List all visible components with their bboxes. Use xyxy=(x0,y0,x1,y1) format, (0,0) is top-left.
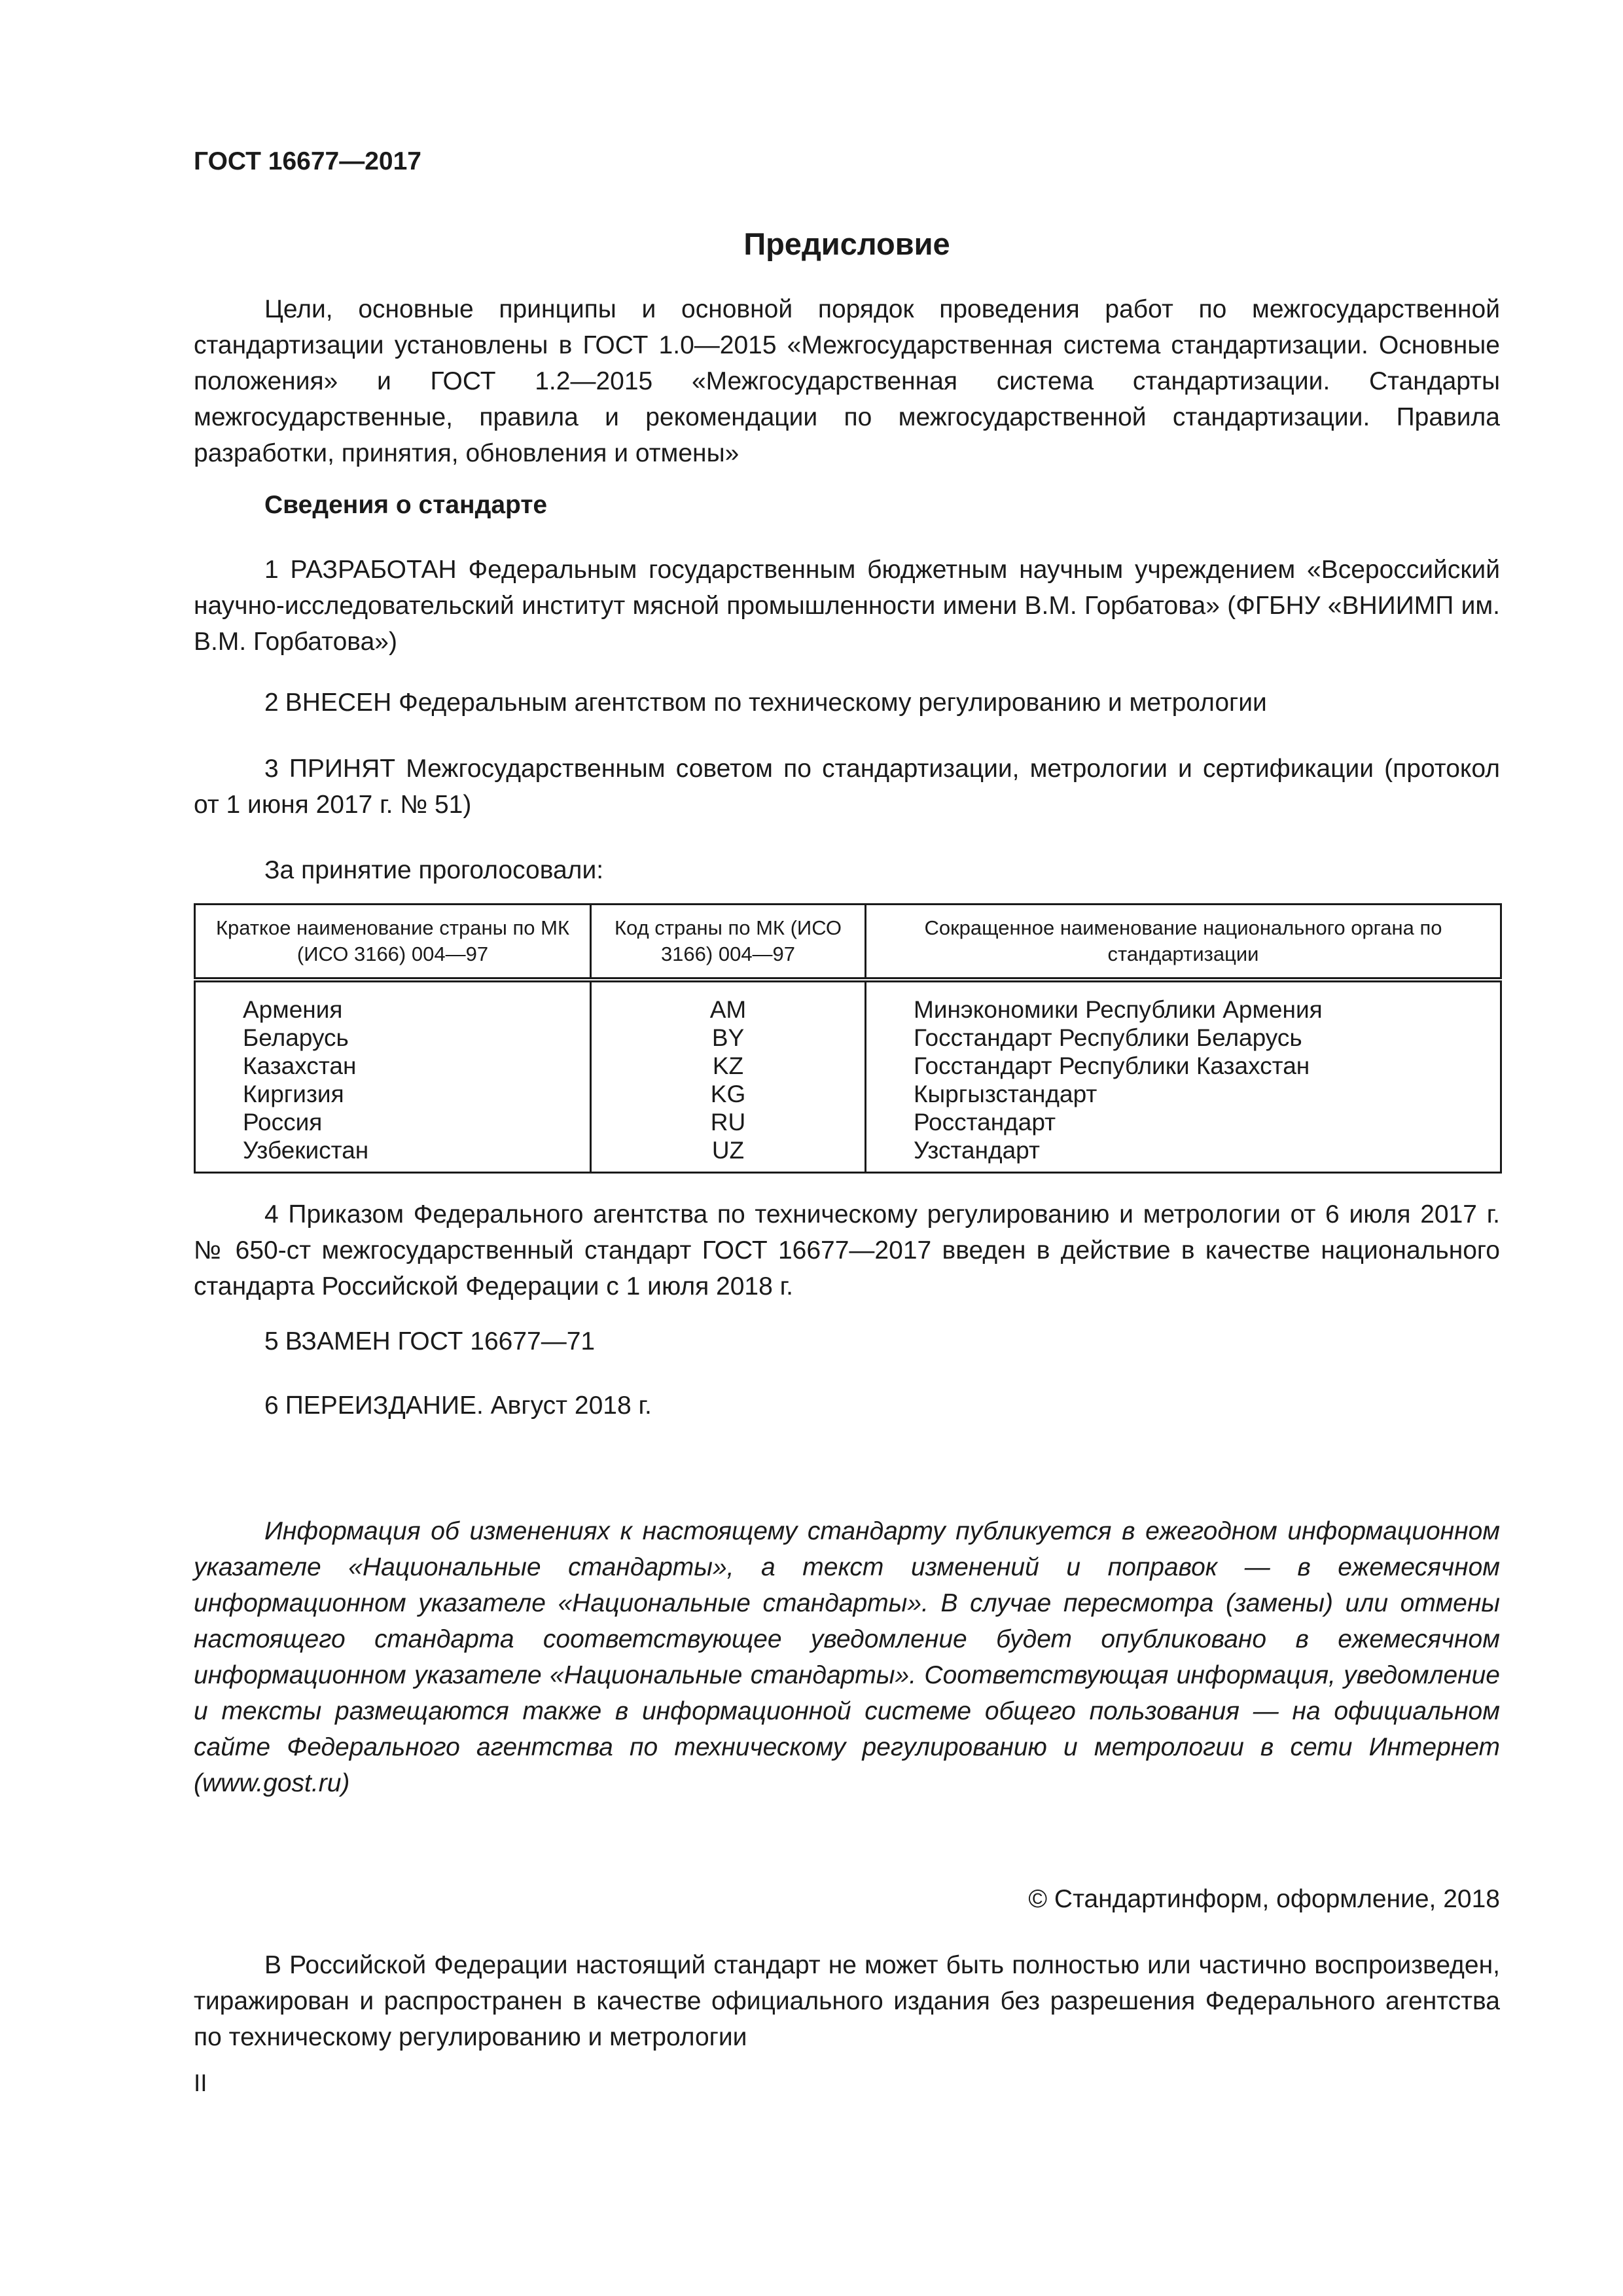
table-cell-country: Киргизия xyxy=(243,1081,344,1107)
table-cell-org: Минэкономики Республики Армения xyxy=(914,996,1323,1023)
country-column xyxy=(195,980,591,1173)
intro-block xyxy=(194,291,1500,471)
page-number: II xyxy=(194,2070,207,2096)
header-code: Код страны по МК (ИСО 3166) 004—97 xyxy=(591,905,866,980)
table-body-row xyxy=(195,980,1501,1173)
table-cell-code: BY xyxy=(711,1024,745,1051)
item-adopted-block xyxy=(194,751,1500,823)
table-cell-country: Узбекистан xyxy=(243,1137,369,1164)
section-title: Сведения о стандарте xyxy=(264,491,548,519)
table-cell-org: Узстандарт xyxy=(914,1137,1040,1164)
table-cell-country: Армения xyxy=(243,996,343,1023)
header-country: Краткое наименование страны по МК (ИСО 3166) 004—97 xyxy=(195,905,591,980)
table-cell-org: Госстандарт Республики Казахстан xyxy=(914,1052,1310,1079)
notice-paragraph: Информация об изменениях к настоящему стандарту публикуется в ежегодном информационном указателе «Национальные стандарты», а текст изменений и поправок — в ежемесячном информационном указателе «Национальные стандарты». В случае пересмотра (замены) или отмены настоящего стандарта соответствующее уведомление будет опубликовано в ежемесячном информационном указателе «Национальные стандарты». Соответствующая информация, уведомление и тексты размещаются также в информационной системе общего пользования — на официальном сайте Федерального агентства по техническому регулированию и метрологии в сети Интернет (www.gost.ru) xyxy=(194,1517,1500,1797)
item-adopted: 3 ПРИНЯТ Межгосударственным советом по стандартизации, метрологии и сертификации (протокол от 1 июня 2017 г. № 51) xyxy=(194,755,1500,819)
item-replaces-text: ВЗАМЕН ГОСТ 16677—71 xyxy=(285,1327,596,1355)
intro-paragraph: Цели, основные принципы и основной порядок проведения работ по межгосударственной стандартизации установлены в ГОСТ 1.0—2015 «Межгосударственная система стандартизации. Основные положения» и ГОСТ 1.2—2015 «Межгосударственная система стандартизации. Стандарты межгосударственные, правила и рекомендации по межгосударственной стандартизации. Правила разработки, принятия, обновления и отмены» xyxy=(194,295,1500,467)
table-cell-code: KZ xyxy=(712,1052,744,1079)
table-cell-code: RU xyxy=(710,1109,746,1136)
item-order: 4 Приказом Федерального агентства по техническому регулированию и метрологии от 6 июля 2017 г. № 650-ст межгосударственный стандарт ГОСТ 16677—2017 введен в действие в качестве национального стандарта Российской Федерации с 1 июля 2018 г. xyxy=(194,1200,1500,1300)
item-replaces-number: 5 xyxy=(264,1327,279,1355)
table-cell-country: Беларусь xyxy=(243,1024,349,1051)
header-org: Сокращенное наименование национального органа по стандартизации xyxy=(866,905,1501,980)
item-replaces xyxy=(264,1323,595,1359)
table-header-row xyxy=(195,905,1501,980)
table-cell-code: KG xyxy=(710,1081,746,1107)
document-code: ГОСТ 16677—2017 xyxy=(194,147,421,175)
item-introduced-text: ВНЕСЕН Федеральным агентством по техническому регулированию и метрологии xyxy=(285,689,1267,717)
table-cell-country: Казахстан xyxy=(243,1052,357,1079)
table-cell-country: Россия xyxy=(243,1109,323,1136)
notice-block xyxy=(194,1513,1500,1801)
item-introduced-number: 2 xyxy=(264,689,279,717)
voting-table xyxy=(194,903,1502,1174)
copyright-line: © Стандартинформ, оформление, 2018 xyxy=(1028,1885,1500,1913)
code-column xyxy=(591,980,866,1173)
page-title: Предисловие xyxy=(743,226,950,261)
table-cell-org: Росстандарт xyxy=(914,1109,1056,1136)
restriction-block xyxy=(194,1947,1500,2055)
item-developed: 1 РАЗРАБОТАН Федеральным государственным бюджетным научным учреждением «Всероссийский научно-исследовательский институт мясной промышленности имени В.М. Горбатова» (ФГБНУ «ВНИИМП им. В.М. Горбатова») xyxy=(194,556,1500,656)
item-developed-block xyxy=(194,552,1500,660)
table-cell-code: AM xyxy=(709,996,747,1023)
item-reissue-text: ПЕРЕИЗДАНИЕ. Август 2018 г. xyxy=(285,1391,652,1420)
restriction-paragraph: В Российской Федерации настоящий стандарт не может быть полностью или частично воспроизведен, тиражирован и распространен в качестве официального издания без разрешения Федерального агентства по техническому регулированию и метрологии xyxy=(194,1951,1500,2051)
table-cell-org: Кыргызстандарт xyxy=(914,1081,1097,1107)
item-introduced xyxy=(264,685,1267,721)
voted-label: За принятие проголосовали: xyxy=(264,856,604,884)
table-cell-code: UZ xyxy=(711,1137,745,1164)
document-page xyxy=(194,0,1500,2296)
table-cell-org: Госстандарт Республики Беларусь xyxy=(914,1024,1302,1051)
item-reissue-number: 6 xyxy=(264,1391,279,1420)
item-reissue xyxy=(264,1388,652,1424)
org-column xyxy=(866,980,1501,1173)
item-order-block xyxy=(194,1196,1500,1304)
